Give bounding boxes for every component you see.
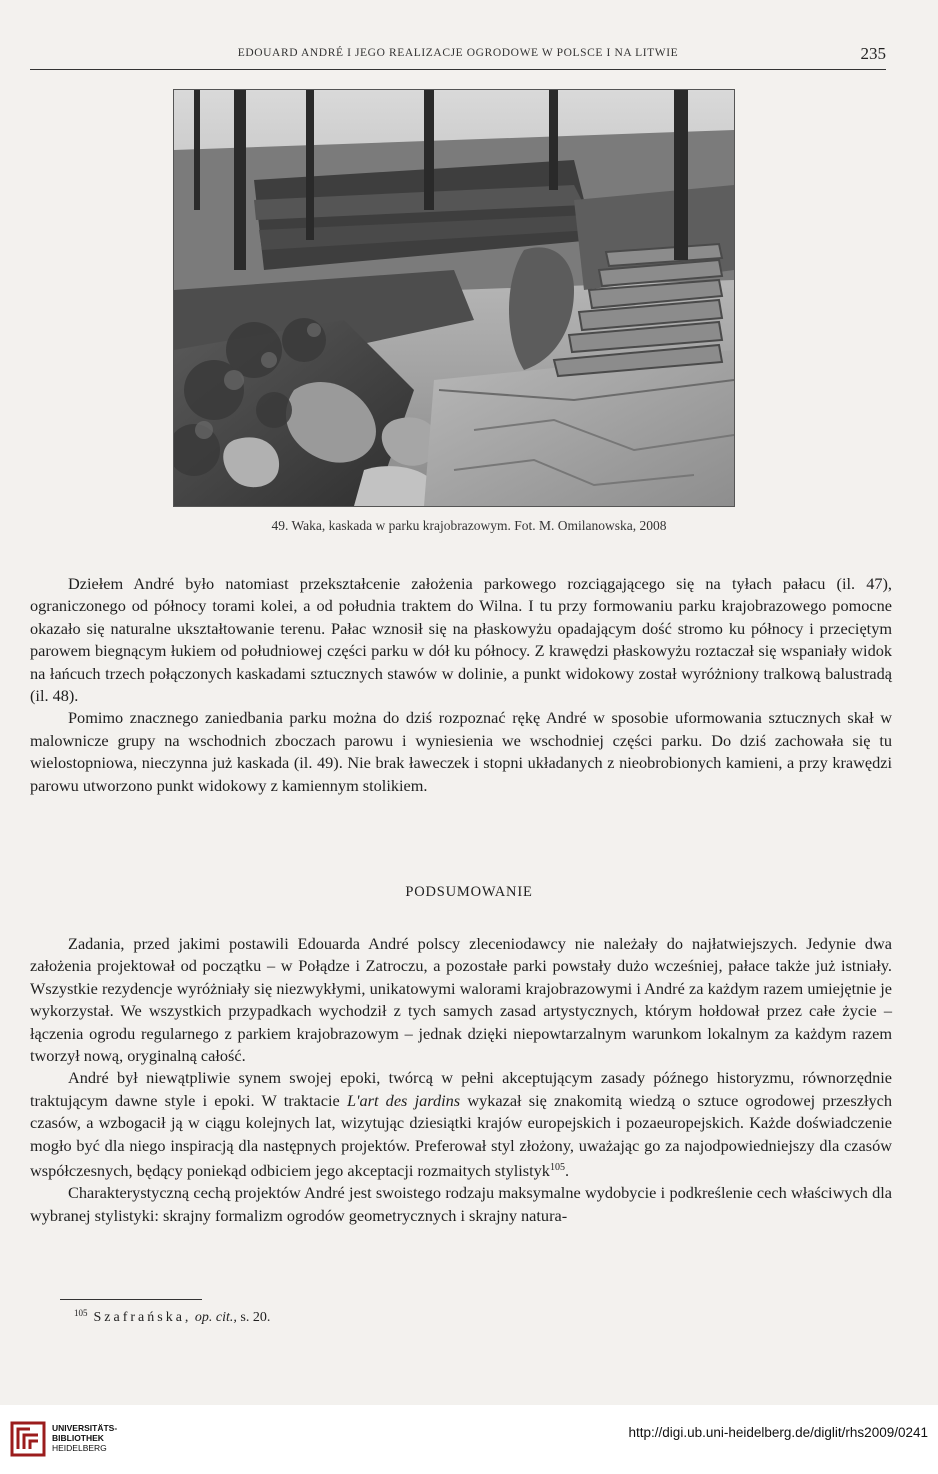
paragraph-4 (30, 1067, 892, 1182)
paragraph-4-part-2: wykazał się znakomitą wiedzą o sztuce ogrodowej przeszłych czasów, a wzbogacił ją w ciągu kolejnych lat, wizytując dziesiątki krajów europejskich i pozaeuropejskich. Każde doświadczenie mogło być dla niego inspiracją dla następnych projektów. Preferował styl złożony, uważając go za najodpowiedniejszy dla czasów współczesnych, będący poniekąd odbiciem jego akceptacji rozmaitych stylistyk (30, 1090, 892, 1181)
section-heading: PODSUMOWANIE (405, 884, 533, 900)
paragraph-4-part-1: André był niewątpliwie synem swojej epoki, twórcą w pełni akceptującym zasady późnego historyzmu, równorzędnie traktującym dawne style i epoki. W traktacie (30, 1068, 892, 1110)
university-library-logo-icon[interactable] (8, 1419, 48, 1459)
running-head (30, 44, 886, 68)
footnote-ref: op. cit., (194, 1310, 237, 1325)
viewer-footer (0, 1405, 938, 1474)
footnote-reference[interactable]: 105 (549, 1162, 565, 1174)
footnote-page: s. 20. (240, 1310, 271, 1325)
footnote-number: 105 (74, 1308, 88, 1318)
library-name-line-1: UNIVERSITÄTS- (52, 1423, 118, 1433)
paragraph-2: Pomimo znacznego zaniedbania parku można do dziś rozpoznać rękę André w sposobie uformowania sztucznych skał w malownicze grupy na wschodnich zboczach parowu i wyniesienia we wschodniej części parku. Do dziś zachowała się tu wielostopniowa, nieczynna już kaskada (il. 49). Nie brak ławeczek i stopni układanych z nieobrobionych kamieni, a przy krawędzi parowu utworzono punkt widokowy z kamiennym stolikiem. (30, 708, 892, 795)
body-text-block-2 (30, 933, 892, 1227)
paragraph-5: Charakterystyczną cechą projektów André jest swoistego rodzaju maksymalne wydobycie i podkreślenie cech właściwych dla wybranej stylistyki: skrajny formalizm ogrodów geometrycznych i skrajny natura- (30, 1183, 892, 1225)
library-name-line-3: HEIDELBERG (52, 1443, 107, 1453)
footnote (74, 1308, 270, 1326)
library-name-line-2: BIBLIOTHEK (52, 1433, 104, 1443)
header-rule (30, 69, 886, 70)
treatise-title: L'art des jardins (346, 1090, 461, 1110)
cascade-photo (173, 89, 735, 507)
body-text-block-1 (30, 573, 892, 797)
paragraph-4-end: . (564, 1161, 570, 1181)
footnote-rule (60, 1299, 202, 1300)
figure-caption: 49. Waka, kaskada w parku krajobrazowym. Fot. M. Omilanowska, 2008 (271, 518, 667, 533)
library-name (52, 1423, 117, 1453)
page-number: 235 (860, 44, 886, 63)
source-url-link[interactable]: http://digi.ub.uni-heidelberg.de/diglit/rhs2009/0241 (628, 1425, 928, 1440)
footnote-author: Szafrańska, (93, 1310, 192, 1325)
paragraph-1: Dziełem André było natomiast przekształcenie założenia parkowego rozciągającego się na tyłach pałacu (il. 47), ograniczonego od północy torami kolei, a od południa traktem do Wilna. I tu przy formowaniu parku krajobrazowego pomocne okazało się naturalne ukształtowanie terenu. Pałac wznosił się na płaskowyżu opadającym dość stromo ku północy i przeciętym parowem biegnącym łukiem od południowej części parku w dół ku północy. Z krawędzi płaskowyżu roztaczał się wspaniały widok na łańcuch trzech połączonych kaskadami sztucznych stawów w dolinie, a punkt widokowy został wyróżniony tralkową balustradą (il. 48). (30, 574, 892, 706)
paragraph-3: Zadania, przed jakimi postawili Edouarda André polscy zleceniodawcy nie należały do najłatwiejszych. Jedynie dwa założenia projektował od początku – w Połądze i Zatroczu, a pozostałe parki powstały dużo wcześniej, pałace także już istniały. Wszystkie rezydencje wyróżniały się niezwykłymi, unikatowymi walorami krajobrazowymi i André za każdym razem umiejętnie je wykorzystał. We wszystkich przypadkach wychodził z tych samych zasad artystycznych, którym hołdował przez całe życie – łączenia ogrodu regularnego z parkiem krajobrazowym – jednak dzięki niepowtarzalnym warunkom lokalnym za każdym razem tworzył nową, oryginalną całość. (30, 934, 892, 1066)
cascade-photo-illustration (174, 90, 734, 506)
running-title: EDOUARD ANDRÉ I JEGO REALIZACJE OGRODOWE W POLSCE I NA LITWIE (237, 47, 679, 59)
